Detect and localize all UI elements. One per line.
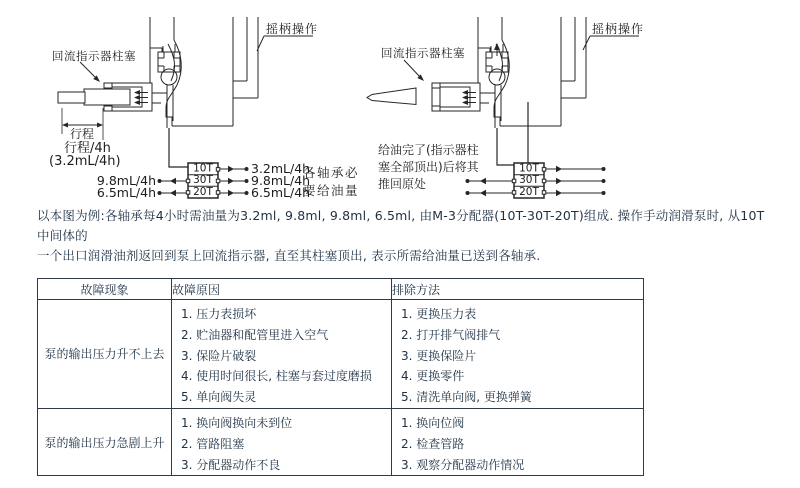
crank-label: 摇柄操作 xyxy=(592,22,645,36)
right-pump-diagram xyxy=(367,17,644,198)
block-20t-label: 20T xyxy=(519,185,539,198)
caption-paragraph xyxy=(37,206,777,266)
bearing-dot xyxy=(602,191,606,195)
block-10t-label: 10T xyxy=(519,162,539,175)
cause-item: 2. 管路阻塞 xyxy=(181,436,245,451)
bearing-note-line2: 要给油量 xyxy=(303,183,360,198)
bearing-dot xyxy=(245,191,249,195)
remedy-item: 3. 更换保险片 xyxy=(401,348,477,363)
outlet-left-3-label: 6.5mL/4h xyxy=(96,185,156,200)
outlet-right-2-label: 9.8mL/4h xyxy=(251,173,311,188)
plunger-label: 回流指示器柱塞 xyxy=(381,46,465,60)
table-row xyxy=(38,300,644,409)
causes-cell xyxy=(172,300,392,409)
remedy-item: 5. 清洗单向阀, 更换弹簧 xyxy=(401,390,532,405)
remedies-cell xyxy=(392,300,644,409)
cause-item: 3. 保险片破裂 xyxy=(181,348,257,363)
bearing-dot xyxy=(158,179,162,183)
block-30t-label: 30T xyxy=(193,174,213,186)
bearing-dot xyxy=(245,167,249,171)
caption-line-1: 以本图为例:各轴承每4小时需油量为3.2ml, 9.8ml, 9.8ml, 6.5ml, 由M-3分配器(10T-30T-20T)组成. 操作手动润滑泵时, 从10T中间体的 xyxy=(37,208,765,243)
bearing-dot xyxy=(602,167,606,171)
refill-note-line1: 给油完了(指示器柱 xyxy=(378,143,479,157)
crank-rod xyxy=(561,17,586,126)
outlet-pipe xyxy=(480,85,528,165)
header-phenomenon: 故障现象 xyxy=(38,279,172,300)
cause-item: 2. 贮油器和配管里进入空气 xyxy=(181,327,329,342)
plunger-label: 回流指示器柱塞 xyxy=(52,49,136,63)
table-row xyxy=(38,408,644,475)
outlet-right-1-label: 3.2mL/4h xyxy=(251,161,311,176)
remedy-item: 2. 检查管路 xyxy=(401,436,465,451)
check-valve xyxy=(158,44,180,85)
remedies-cell xyxy=(392,408,644,475)
block-30t-label: 30T xyxy=(519,174,539,186)
oil-flow-arrows xyxy=(134,90,148,105)
indicator-plunger xyxy=(58,89,130,105)
stroke-label: 行程 xyxy=(69,127,95,141)
fault-table xyxy=(37,278,644,476)
table-header-row xyxy=(38,279,644,300)
cause-item: 3. 分配器动作不良 xyxy=(181,457,281,472)
outlet-left-2-label: 9.8mL/4h xyxy=(96,173,156,188)
bearing-dot xyxy=(158,191,162,195)
remedy-item: 1. 换向位阀 xyxy=(401,415,465,430)
phenomenon-cell: 泵的输出压力升不上去 xyxy=(38,300,172,409)
bearing-note-line1: 各轴承必 xyxy=(303,165,360,180)
refill-note-line3: 推回原处 xyxy=(378,177,427,191)
header-cause: 故障原因 xyxy=(172,279,392,300)
bearing-dot xyxy=(245,179,249,183)
remedy-item: 1. 更换压力表 xyxy=(401,307,477,321)
left-pump-diagram xyxy=(49,17,359,200)
oil-flow-arrows xyxy=(462,90,476,105)
cause-item: 1. 换向阀换向未到位 xyxy=(181,415,293,430)
cause-item: 5. 单向阀失灵 xyxy=(181,390,257,405)
header-remedy: 排除方法 xyxy=(392,279,644,300)
ejected-plunger xyxy=(367,88,416,105)
remedy-item: 3. 观察分配器动作情况 xyxy=(401,457,525,472)
block-20t-label: 20T xyxy=(193,185,213,198)
stroke-rate-label: 行程/4h xyxy=(64,141,111,156)
check-valve xyxy=(486,43,508,85)
causes-cell xyxy=(172,408,392,475)
bearing-dot xyxy=(602,179,606,183)
outlet-right-3-label: 6.5mL/4h xyxy=(251,185,311,200)
check-valve-ball xyxy=(161,69,177,85)
cause-item: 4. 使用时间很长, 柱塞与套过度磨损 xyxy=(181,369,372,384)
check-valve-ball xyxy=(489,69,505,85)
bearing-dot xyxy=(466,179,470,183)
block-10t-label: 10T xyxy=(193,162,213,175)
remedy-item: 2. 打开排气阀排气 xyxy=(401,327,501,342)
crank-label: 摇柄操作 xyxy=(266,22,319,36)
caption-line-2: 一个出口润滑油剂返回到泵上回流指示器, 直至其柱塞顶出, 表示所需给油量已送到各轴承. xyxy=(37,248,541,263)
crank-rod xyxy=(233,17,258,126)
stroke-volume-label: (3.2mL/4h) xyxy=(49,154,121,169)
up-flow-arrow xyxy=(494,43,500,50)
refill-note-line2: 塞全部顶出)后将其 xyxy=(378,160,479,174)
cause-item: 1. 压力表损坏 xyxy=(181,307,257,321)
bearing-dot xyxy=(466,191,470,195)
phenomenon-cell: 泵的输出压力急剧上升 xyxy=(38,408,172,475)
remedy-item: 4. 更换零件 xyxy=(401,369,465,384)
